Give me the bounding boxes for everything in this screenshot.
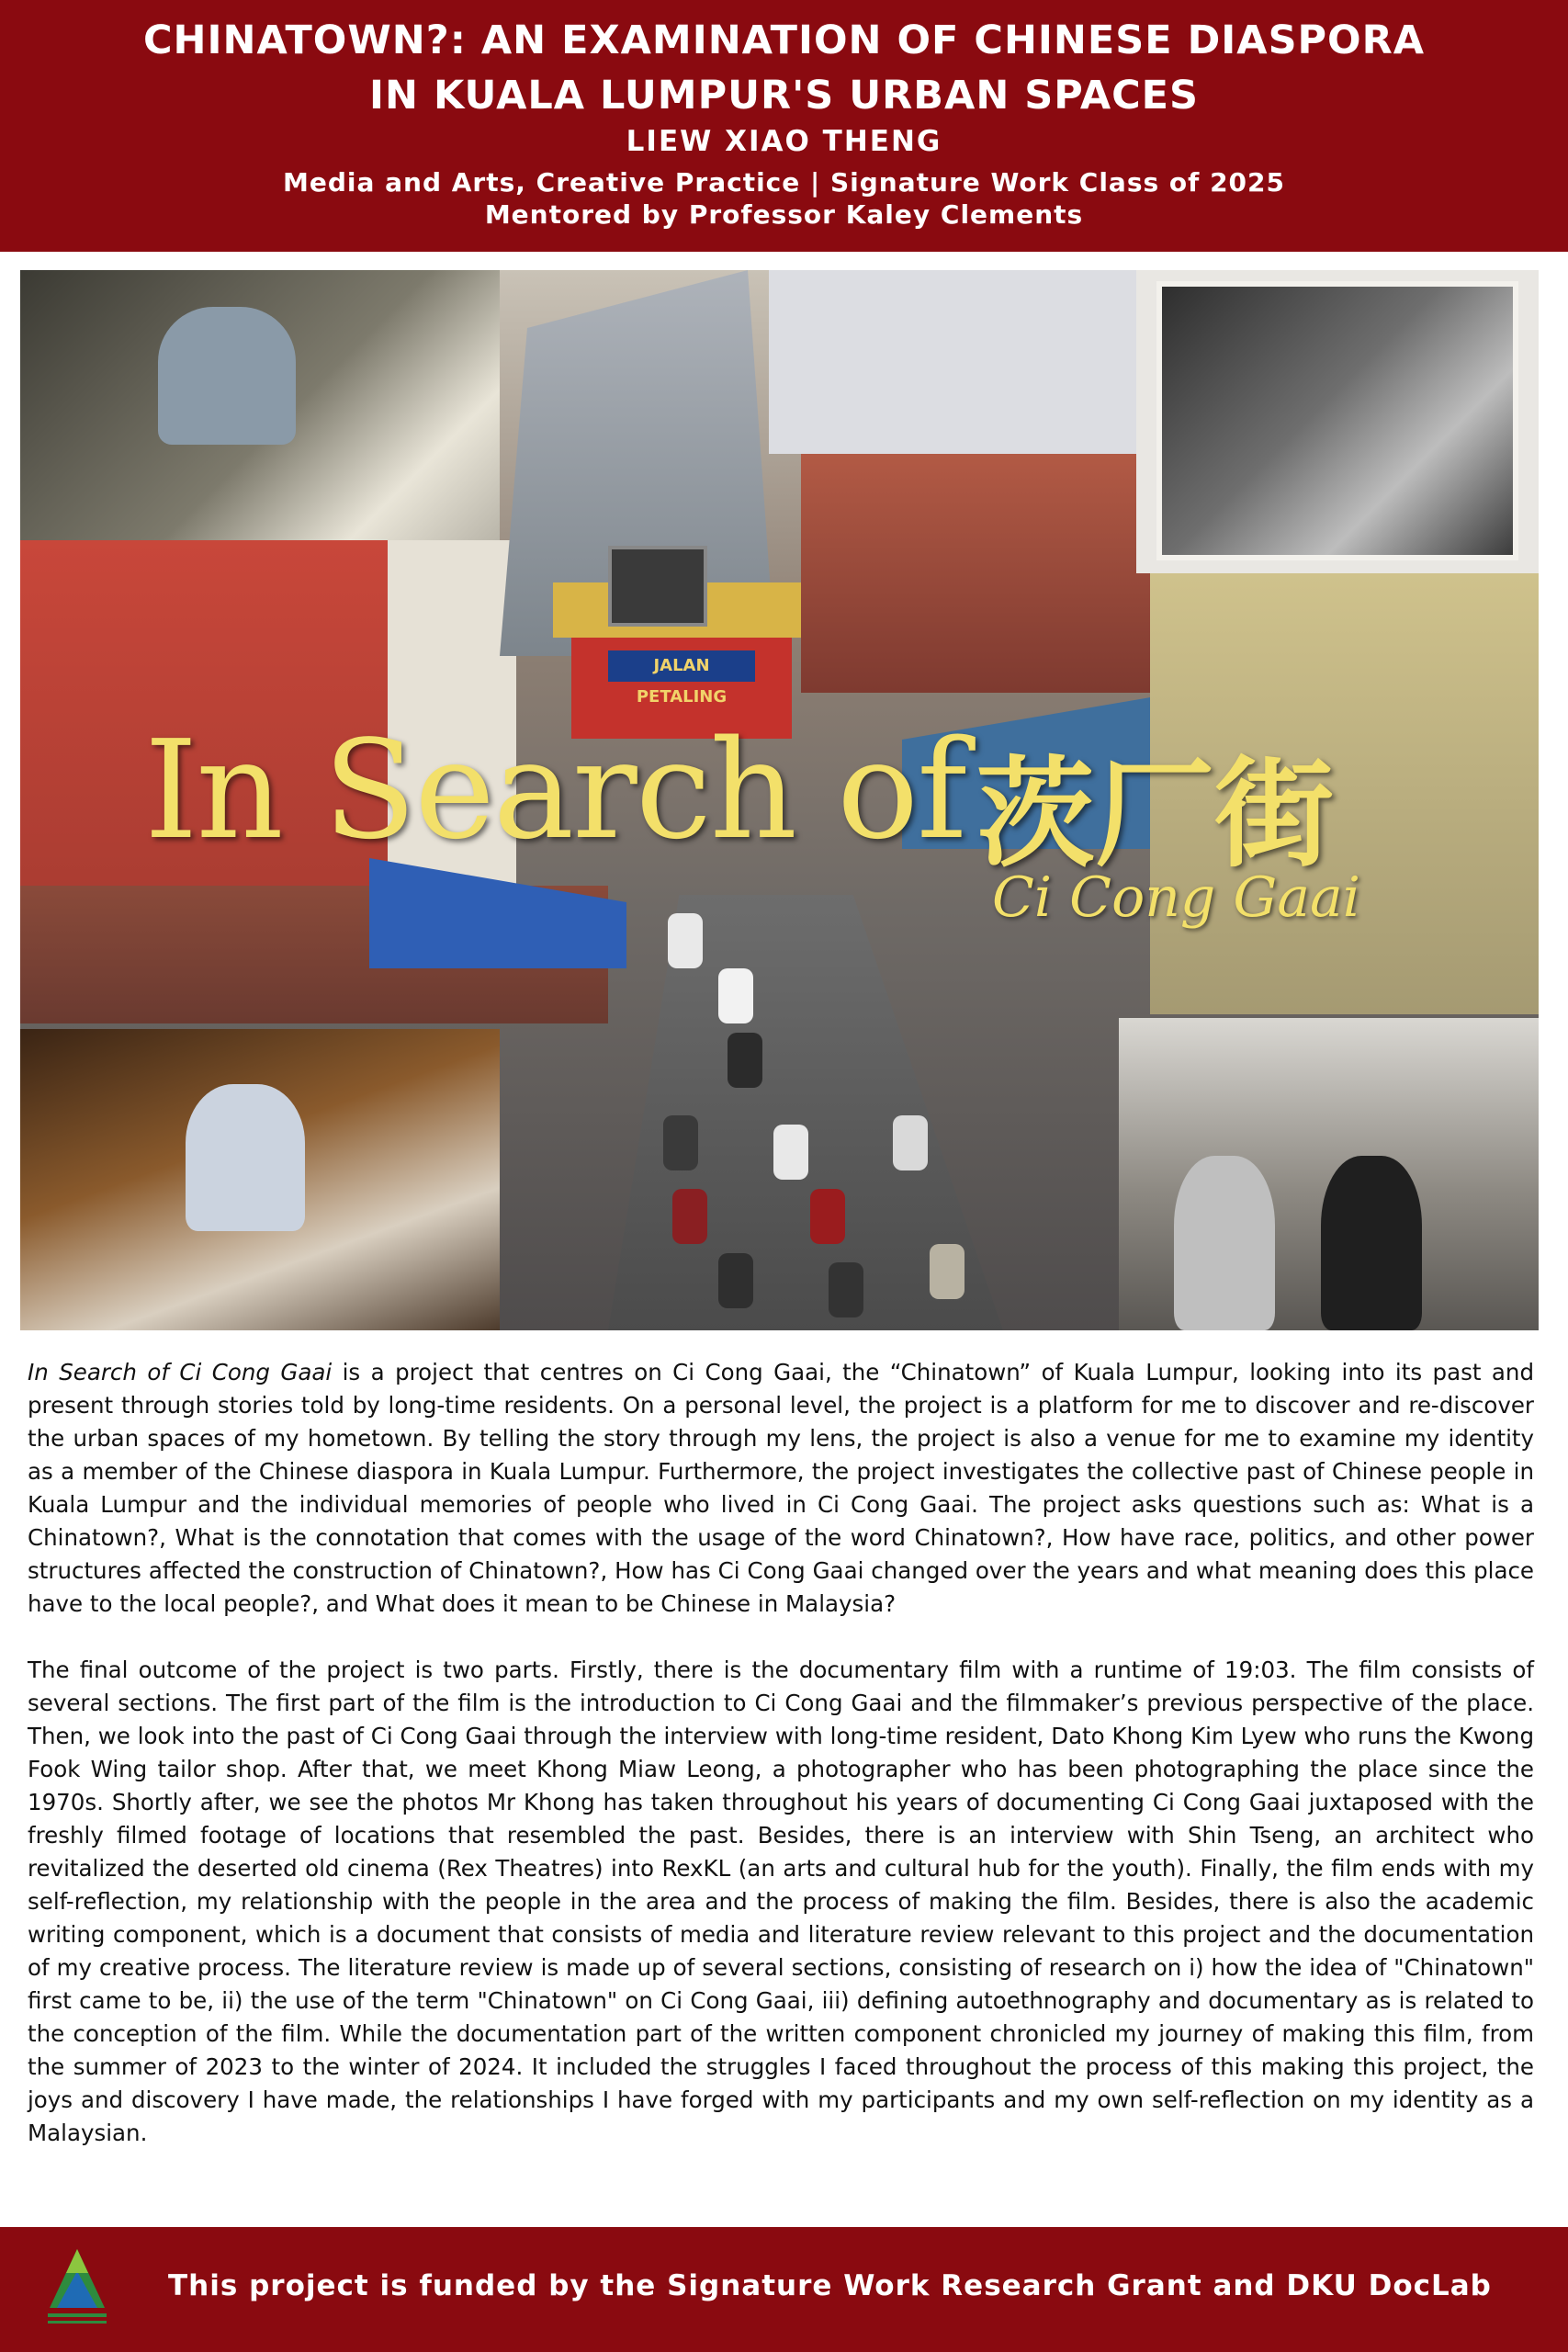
mentor-line: Mentored by Professor Kaley Clements [484,199,1084,230]
car [773,1125,808,1180]
tailor-figure [158,307,296,445]
dku-logo-icon [40,2244,114,2335]
photo-collage [20,270,1539,1330]
car [829,1262,863,1317]
paragraph-1 [28,1356,1534,1621]
car [663,1115,698,1170]
poster-title-line-1: CHINATOWN?: AN EXAMINATION OF CHINESE DIASPORA [143,17,1425,63]
abstract-text [28,1356,1534,2183]
screen-billboard [608,546,707,627]
footer-banner [0,2227,1568,2352]
car [893,1115,928,1170]
newspaper-reader-photo [20,1029,500,1330]
car [668,913,703,968]
car [672,1189,707,1244]
car [718,968,753,1023]
street-walk-photo [1119,1018,1539,1330]
handshake-photo [1162,287,1513,555]
paragraph-1-text: is a project that centres on Ci Cong Gaai, the “Chinatown” of Kuala Lumpur, looking into its past and present through stories told by long-time residents. On a personal level, the project is a platform for me to discover and re-discover the urban spaces of my hometown. By telling the story through my lens, the project is also a venue for me to examine my identity as a member of the Chinese diaspora in Kuala Lumpur. Furthermore, the project investigates the collective past of Chinese people in Kuala Lumpur and the individual memories of people who lived in Ci Cong Gaai. The project asks questions such as: What is a Chinatown?, What is the connotation that comes with the usage of the word Chinatown?, How have race, politics, and other power structures affected the construction of Chinatown?, How has Ci Cong Gaai changed over the years and what meaning does this place have to the local people?, and What does it mean to be Chinese in Malaysia? [28,1359,1534,1617]
tailor-photo [20,270,500,540]
sky-area [769,270,1155,454]
film-subtitle: Ci Cong Gaai [992,865,1360,930]
rooftops-right [801,454,1150,693]
poster-title-line-2: IN KUALA LUMPUR'S URBAN SPACES [368,73,1200,119]
gate-sign: JALAN PETALING [608,650,755,682]
paragraph-2: The final outcome of the project is two parts. Firstly, there is the documentary film with a runtime of 19:03. The film consists of several sections. The first part of the film is the introduction to Ci Cong Gaai and the filmmaker’s previous perspective of the place. Then, we look into the past of Ci Cong Gaai through the interview with long-time resident, Dato Khong Kim Lyew who runs the Kwong Fook Wing tailor shop. After that, we meet Khong Miaw Leong, a photographer who has been photographing the place since the 1970s. Shortly after, we see the photos Mr Khong has taken throughout his years of documenting Ci Cong Gaai juxtaposed with the freshly filmed footage of locations that resembled the past. Besides, there is an interview with Shin Tseng, an architect who revitalized the deserted old cinema (Rex Theatres) into RexKL (an arts and cultural hub for the youth). Finally, the film ends with my self-reflection, my relationship with the people in the area and the process of making the film. Besides, there is also the academic writing component, which is a document that consists of media and literature review relevant to this project and the documentation of my creative process. The literature review is made up of several sections, consisting of research on i) how the idea of "Chinatown" first came to be, ii) the use of the term "Chinatown" on Ci Cong Gaai, iii) defining autoethnography and documentary as is related to the conception of the film. While the documentation part of the written component chronicled my journey of making this film, from the summer of 2023 to the winter of 2024. It included the struggles I faced throughout the process of this making this project, the joys and discovery I have made, the relationships I have forged with my participants and my own self-reflection on my identity as a Malaysian. [28,1657,1534,2146]
walker-figure [1174,1156,1275,1330]
header-banner [0,0,1568,252]
program-line: Media and Arts, Creative Practice | Signature Work Class of 2025 [282,167,1286,198]
reader-figure [186,1084,305,1231]
car [728,1033,762,1088]
archival-photo [1136,270,1539,573]
car [930,1244,964,1299]
car [810,1189,845,1244]
film-title-chinese: 茨厂街 [976,743,1335,884]
car [718,1253,753,1308]
author-name: LIEW XIAO THENG [626,125,942,158]
funding-statement: This project is funded by the Signature Work Research Grant and DKU DocLab [168,2269,1492,2302]
walker-figure [1321,1156,1422,1330]
film-title-italic: In Search of Ci Cong Gaai [28,1359,333,1385]
film-title-english: In Search of [144,711,965,869]
